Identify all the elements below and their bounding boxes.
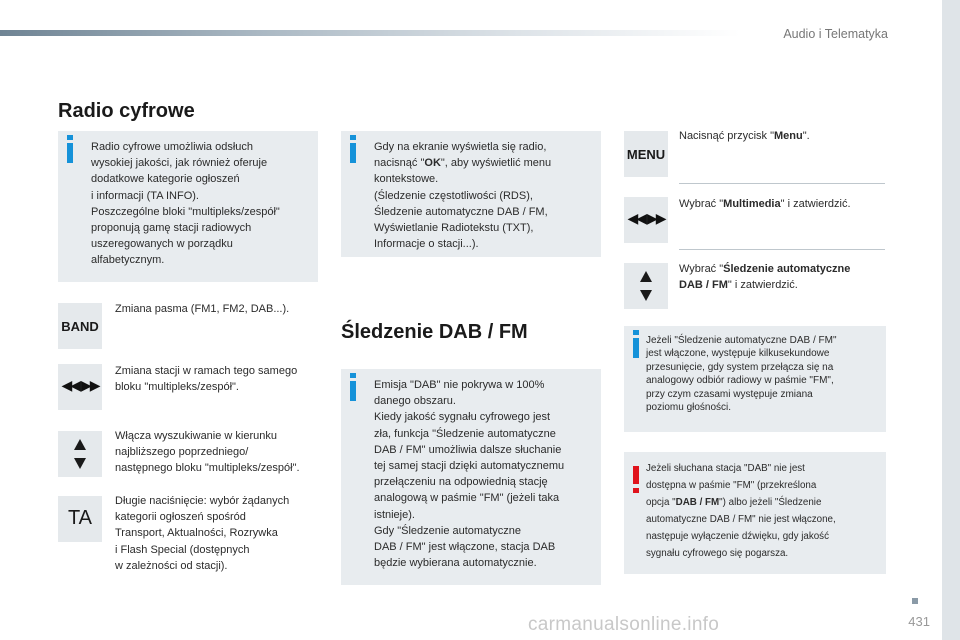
header-bar: [0, 30, 740, 36]
page-marker: [912, 598, 918, 604]
seek-arrows-icon: ◀◀ ▶▶: [627, 210, 665, 226]
step-select-multimedia: Wybrać "Multimedia" i zatwierdzić.: [679, 198, 851, 210]
seek-description: Zmiana stacji w ramach tego samego bloku "multipleks/zespół".: [115, 365, 298, 394]
info-icon: [633, 338, 639, 358]
band-description: Zmiana pasma (FM1, FM2, DAB...).: [115, 303, 290, 315]
ta-description: Długie naciśnięcie: wybór żądanych kategorii ogłoszeń spośród Transport, Aktualności, Rozrywka i Flash Special (dostępnych w zależności od stacji).: [115, 495, 290, 572]
divider: [679, 183, 885, 184]
band-button-label: BAND: [61, 319, 99, 334]
warning-icon: [633, 466, 639, 484]
info-text: Radio cyfrowe umożliwia odsłuch wysokiej jakości, jak również oferuje dodatkowe kategorie ogłoszeń i informacji (TA INFO). Poszczególne bloki "multipleks/zespół" proponują gamę stacji radiowych uszeregowanych w porządku alfabetycznym.: [91, 141, 280, 267]
section-title-dab-fm: Śledzenie DAB / FM: [341, 321, 528, 343]
seek-arrows-icon: ◀◀ ▶▶: [61, 377, 99, 393]
info-icon: [67, 143, 73, 163]
arrow-up-icon: [74, 439, 86, 450]
step-select-dab-tracking: Wybrać "Śledzenie automatyczne DAB / FM" i zatwierdzić.: [679, 263, 851, 292]
info-text: Emisja "DAB" nie pokrywa w 100% danego obszaru. Kiedy jakość sygnału cyfrowego jest zła, funkcja "Śledzenie automatyczne DAB / FM" umożliwia dalsze słuchanie tej samej stacji dzięki automatycznemu przełączeniu na odpowiednią stację analogową w paśmie "FM" (jeżeli taka istnieje). Gdy "Śledzenie automatyczne DAB / FM" jest włączone, stacja DAB będzie wybierana automatycznie.: [374, 379, 565, 570]
arrow-down-icon: [74, 458, 86, 469]
seek-buttons: [58, 364, 102, 410]
menu-button: [624, 131, 668, 177]
confirm-buttons: [624, 263, 668, 309]
info-box-dab-coverage: [341, 369, 601, 585]
info-text: Jeżeli "Śledzenie automatyczne DAB / FM" jest włączone, występuje kilkusekundowe przesunięcie, gdy system przełącza się na analogowy odbiór radiowy w paśmie "FM", przy czym czasami występuje zmiana poziomu głośności.: [646, 335, 837, 414]
info-box-switch-delay: [624, 326, 886, 432]
ta-button-label: TA: [67, 507, 93, 529]
section-title-digital-radio: Radio cyfrowe: [58, 100, 195, 122]
updown-description: Włącza wyszukiwanie w kierunku najbliższego poprzedniego/ następnego bloku "multipleks/zespół".: [115, 430, 300, 475]
divider: [679, 249, 885, 250]
updown-buttons: [58, 431, 102, 477]
watermark: carmanualsonline.info: [528, 614, 720, 635]
info-box-digital-radio: [58, 131, 318, 282]
select-buttons: [624, 197, 668, 243]
info-icon: [350, 381, 356, 401]
step-press-menu: Nacisnąć przycisk "Menu".: [679, 130, 810, 142]
menu-button-label: MENU: [626, 147, 666, 162]
header-title: Audio i Telematyka: [783, 27, 888, 41]
page-number: 431: [908, 614, 930, 629]
side-strip: [942, 0, 960, 640]
ta-button: [58, 496, 102, 542]
info-icon: [350, 143, 356, 163]
arrow-up-icon: [640, 271, 652, 282]
arrow-down-icon: [640, 290, 652, 301]
warning-box-sound-cut: [624, 452, 886, 574]
warning-text: Jeżeli słuchana stacja "DAB" nie jest dostępna w paśmie "FM" (przekreślona opcja "DAB / FM") albo jeżeli "Śledzenie automatyczne DAB / FM" nie jest włączone, następuje wyłączenie dźwięku, gdy jakość sygnału cyfrowego się pogarsza.: [646, 463, 836, 559]
info-text: Gdy na ekranie wyświetla się radio, nacisnąć "OK", aby wyświetlić menu kontekstowe. (Śledzenie częstotliwości (RDS), Śledzenie automatyczne DAB / FM, Wyświetlanie Radiotekstu (TXT), Informacje o stacji...).: [374, 141, 552, 251]
info-box-context-menu: [341, 131, 601, 257]
band-button: [58, 303, 102, 349]
